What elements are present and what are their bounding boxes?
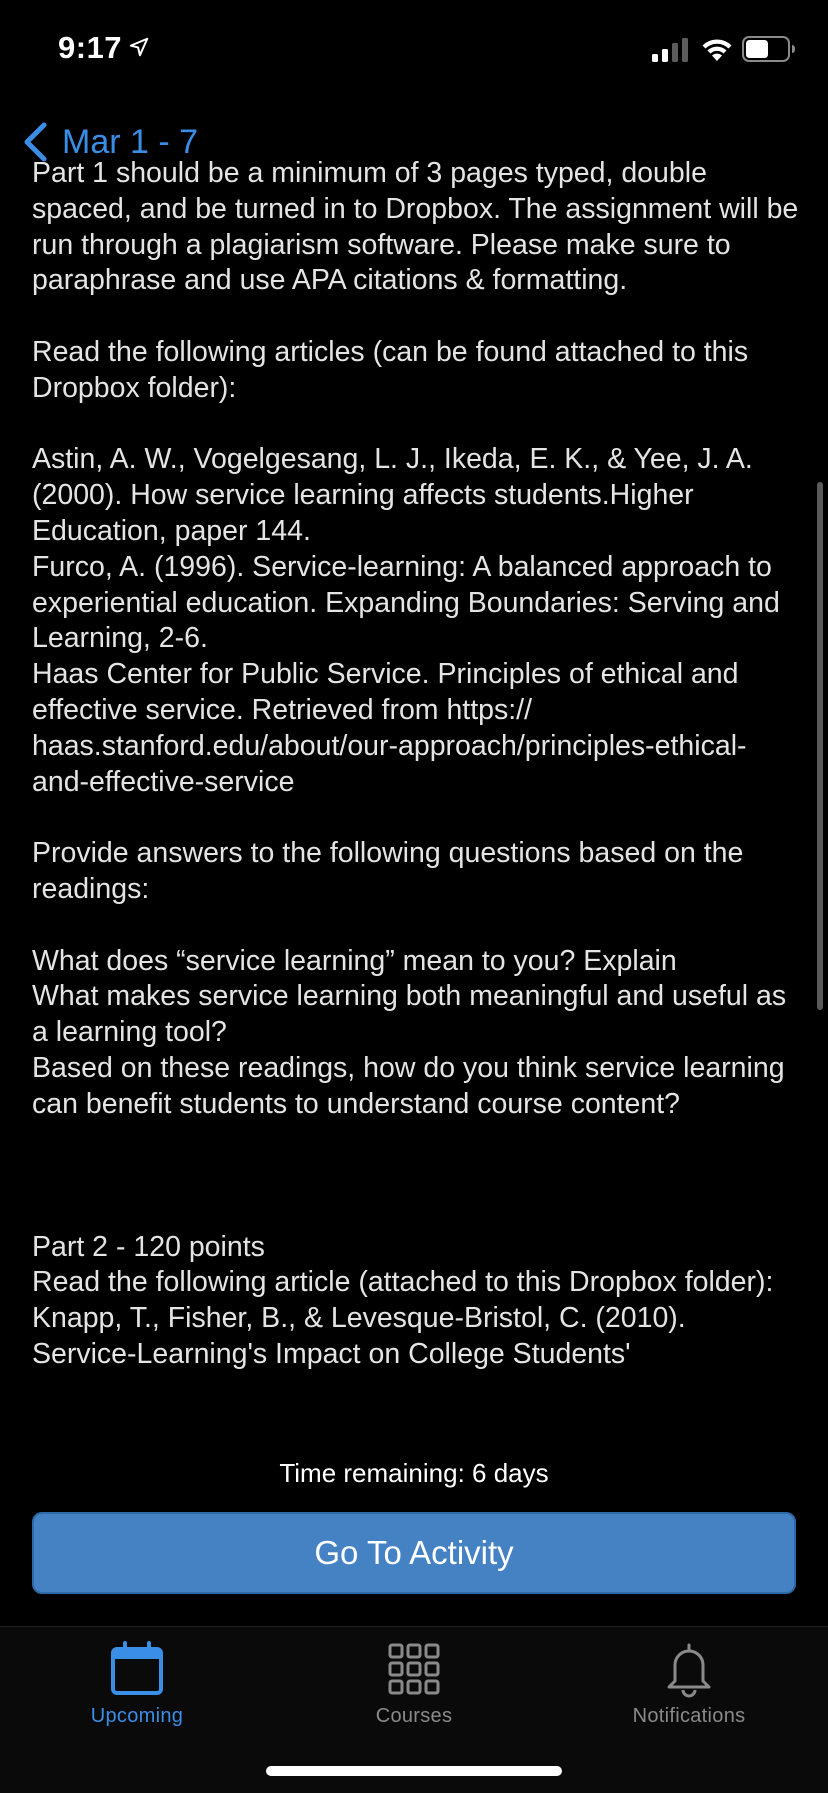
description-text (32, 156, 802, 1373)
assignment-description[interactable] (0, 157, 828, 1440)
signal-icon (652, 38, 690, 62)
time-remaining: Time remaining: 6 days (279, 1458, 549, 1488)
tab-notifications-label: Notifications (632, 1705, 746, 1727)
back-label: Mar 1 - 7 (62, 122, 199, 161)
question-2: What makes service learning both meaningful and useful as a learning tool? (32, 980, 787, 1049)
paragraph-part1-requirements: Part 1 should be a minimum of 3 pages typed, double spaced, and be turned in to Dropbox. The assignment will be run through a plagiarism software. Please make sure to paraphrase and use APA citations & formatting. (32, 157, 799, 297)
citation-haas: Haas Center for Public Service. Principles of ethical and effective service. Retrieved from https:// haas.stanford.edu/about/our-approach/principles-ethical-and-effective-service (32, 658, 747, 798)
citation-knapp: Knapp, T., Fisher, B., & Levesque-Bristol, C. (2010). (32, 1302, 686, 1335)
paragraph-read-articles: Read the following articles (can be found attached to this Dropbox folder): (32, 335, 749, 404)
paragraph-read-article: Read the following article (attached to this Dropbox folder): (32, 1266, 774, 1299)
home-indicator[interactable] (266, 1766, 562, 1776)
status-time: 9:17 (58, 30, 123, 65)
citation-astin: Astin, A. W., Vogelgesang, L. J., Ikeda, E. K., & Yee, J. A. (2000). How service learning affects students.Higher Education, paper 144. (32, 443, 753, 547)
grid-icon (386, 1641, 442, 1697)
question-1: What does “service learning” mean to you? Explain (32, 944, 677, 977)
scrollbar[interactable] (817, 482, 823, 1010)
tab-upcoming-label: Upcoming (90, 1705, 184, 1727)
calendar-icon (109, 1641, 165, 1697)
citation-knapp-title: Service-Learning's Impact on College Students' (32, 1337, 631, 1370)
battery-icon (742, 36, 796, 62)
go-to-activity-button[interactable]: Go To Activity (32, 1512, 796, 1594)
question-3: Based on these readings, how do you think service learning can benefit students to understand course content? (32, 1051, 785, 1120)
status-bar (0, 0, 828, 100)
bell-icon (661, 1641, 717, 1697)
part2-heading: Part 2 - 120 points (32, 1230, 265, 1263)
tab-courses[interactable] (314, 1641, 514, 1728)
wifi-icon (700, 36, 734, 62)
tab-notifications[interactable] (589, 1641, 789, 1728)
content-fade (0, 1410, 828, 1450)
tab-courses-label: Courses (375, 1705, 453, 1727)
tab-upcoming[interactable] (37, 1641, 237, 1728)
citation-furco: Furco, A. (1996). Service-learning: A balanced approach to experiential education. Expanding Boundaries: Serving and Learning, 2-6. (32, 550, 780, 655)
paragraph-provide-answers: Provide answers to the following questions based on the readings: (32, 837, 744, 905)
location-arrow-icon (128, 36, 150, 58)
